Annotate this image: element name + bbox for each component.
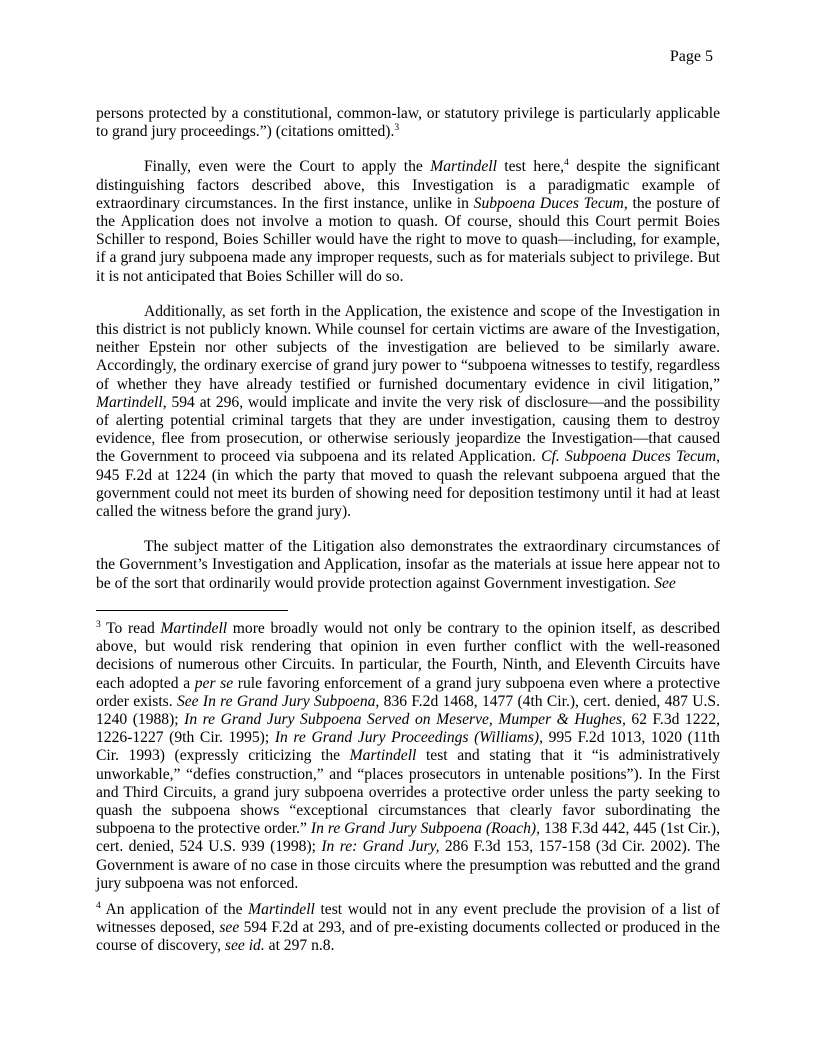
footnote-ref-4[interactable]: 4 [564, 158, 569, 169]
footnote-4: $^4$ An application of the Martindell test would not in any event preclude the provision of a list of witnesses deposed, see 594 F.2d at 293, and of pre-existing documents collected or produced in the course of discovery, see id. at 297 n.8. [96, 900, 720, 955]
footnote-3-mark: 3 [96, 619, 101, 630]
paragraph-1: persons protected by a constitutional, common-law, or statutory privilege is particularly applicable to grand jury proceedings.”) (citations omitted).$^3$ [96, 105, 720, 141]
main-body [96, 105, 720, 610]
footnote-ref-3[interactable]: 3 [394, 123, 400, 134]
footnotes [96, 620, 720, 964]
footnote-separator [96, 610, 288, 611]
page-number: Page 5 [669, 48, 713, 65]
paragraph-4: The subject matter of the Litigation also demonstrates the extraordinary circumstances of the Government’s Investigation and Application, insofar as the materials at issue here appear not to be of the sort that ordinarily would provide protection against Government investigation. See [96, 538, 720, 592]
footnote-3: $^3$ To read Martindell more broadly would not only be contrary to the opinion itself, as described above, but would risk rendering that opinion in even further conflict with the well-reasoned decisions of numerous other Circuits. In particular, the Fourth, Ninth, and Eleventh Circuits have each adopted a per se rule favoring enforcement of a grand jury subpoena even where a protective order exists. See In re Grand Jury Subpoena, 836 F.2d 1468, 1477 (4th Cir.), cert. denied, 487 U.S. 1240 (1988); In re Grand Jury Subpoena Served on Meserve, Mumper & Hughes, 62 F.3d 1222, 1226-1227 (9th Cir. 1995); In re Grand Jury Proceedings (Williams), 995 F.2d 1013, 1020 (11th Cir. 1993) (expressly criticizing the Martindell test and stating that it “is administratively unworkable,” “defies construction,” and “places prosecutors in untenable positions”). In the First and Third Circuits, a grand jury subpoena overrides a protective order unless the party seeking to quash the subpoena shows “exceptional circumstances that clearly favor subordinating the subpoena to the protective order.” In re Grand Jury Subpoena (Roach), 138 F.3d 442, 445 (1st Cir.), cert. denied, 524 U.S. 939 (1998); In re: Grand Jury, 286 F.3d 153, 157-158 (3d Cir. 2002). The Government is aware of no case in those circuits where the presumption was rebutted and the grand jury subpoena was not enforced. [96, 619, 721, 892]
paragraph-2: Finally, even were the Court to apply the Martindell test here,$^4$ despite the significant distinguishing factors described above, this Investigation is a paradigmatic example of extraordinary circumstances. In the first instance, unlike in Subpoena Duces Tecum, the posture of the Application does not involve a motion to quash. Of course, should this Court permit Boies Schiller to respond, Boies Schiller would have the right to move to quash—including, for example, if a grand jury subpoena made any improper requests, such as for materials subject to privilege. But it is not anticipated that Boies Schiller will do so. [96, 158, 720, 285]
footnote-4-mark: 4 [96, 900, 101, 911]
paragraph-3: Additionally, as set forth in the Application, the existence and scope of the Investigation in this district is not publicly known. While counsel for certain victims are aware of the Investigation, neither Epstein nor other subjects of the investigation are believed to be similarly aware. Accordingly, the ordinary exercise of grand jury power to “subpoena witnesses to testify, regardless of whether they have already testified or furnished documentary evidence in civil litigation,” Martindell, 594 at 296, would implicate and invite the very risk of disclosure—and the possibility of alerting potential criminal targets that they are under investigation, causing them to destroy evidence, flee from prosecution, or otherwise seriously jeopardize the Investigation—that caused the Government to proceed via subpoena and its related Application. Cf. Subpoena Duces Tecum, 945 F.2d at 1224 (in which the party that moved to quash the relevant subpoena argued that the government could not meet its burden of showing need for deposition testimony until it had at least called the witness before the grand jury). [96, 302, 721, 521]
